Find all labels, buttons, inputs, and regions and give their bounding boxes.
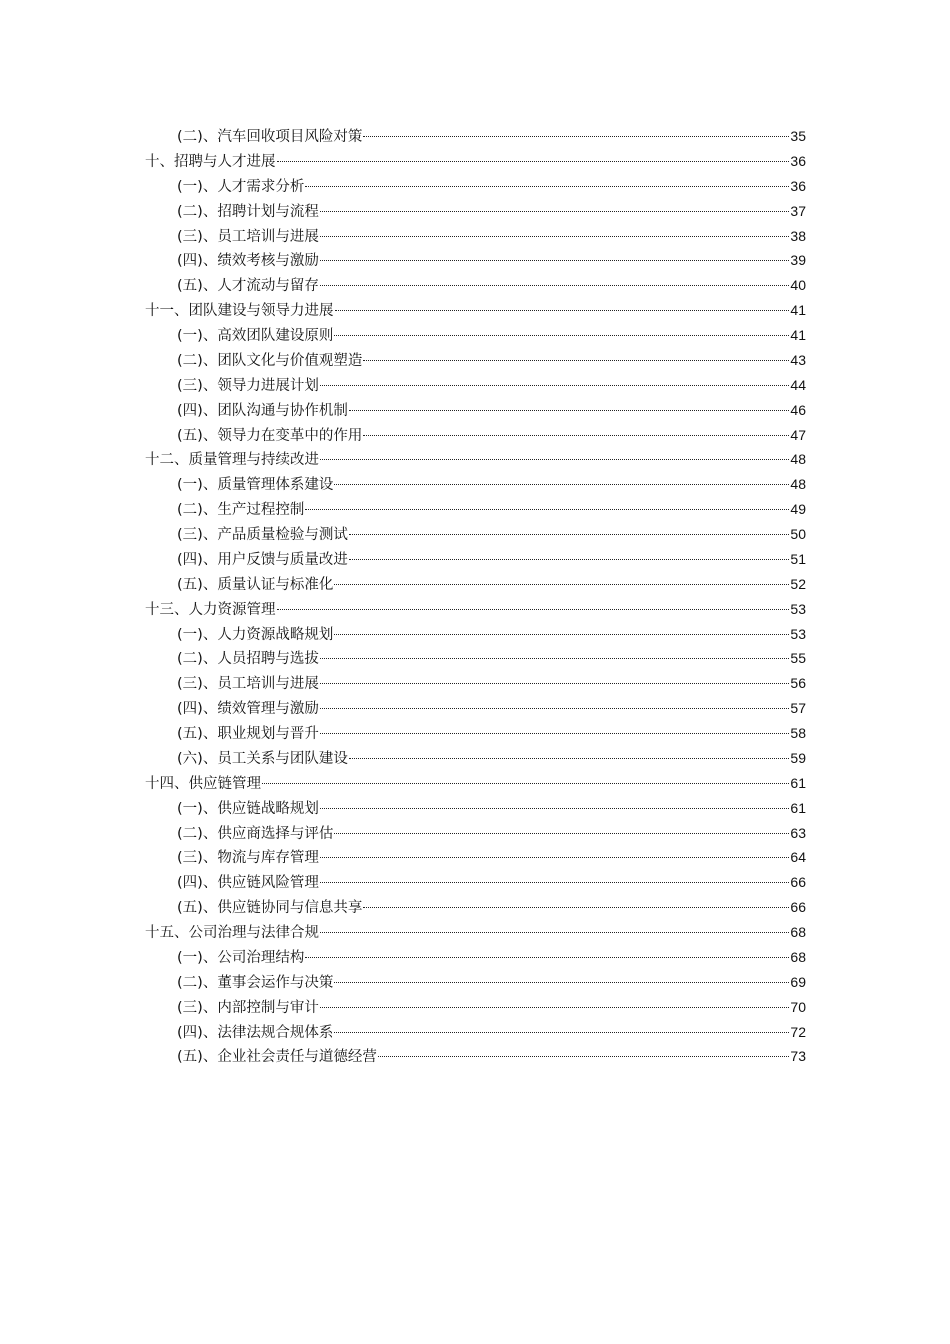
toc-entry-title: (四)、法律法规合规体系 [177, 1024, 334, 1041]
toc-entry-page-number: 41 [790, 302, 806, 319]
dot-leader [320, 385, 790, 386]
toc-entry-title: (三)、员工培训与进展 [177, 228, 319, 245]
toc-section-entry[interactable] [145, 323, 806, 348]
toc-entry-title: (五)、企业社会责任与道德经营 [177, 1049, 377, 1066]
dot-leader [334, 484, 789, 485]
toc-entry-title: (四)、用户反馈与质量改进 [177, 551, 348, 568]
dot-leader [305, 957, 789, 958]
toc-entry-page-number: 36 [790, 177, 806, 194]
toc-section-entry[interactable] [145, 721, 806, 746]
toc-section-entry[interactable] [145, 895, 806, 920]
dot-leader [335, 310, 790, 311]
dot-leader [320, 733, 790, 734]
dot-leader [320, 932, 789, 933]
toc-entry-page-number: 43 [790, 351, 806, 368]
toc-section-entry[interactable] [145, 796, 806, 821]
toc-entry-title: (五)、职业规划与晋升 [177, 726, 319, 742]
toc-section-entry[interactable] [145, 398, 806, 423]
dot-leader [334, 1032, 789, 1033]
toc-section-entry[interactable] [145, 1044, 806, 1069]
toc-chapter-entry[interactable] [145, 149, 806, 174]
toc-entry-title: 十、招聘与人才进展 [145, 153, 276, 170]
dot-leader [349, 559, 790, 560]
toc-section-entry[interactable] [145, 522, 806, 547]
dot-leader [320, 708, 790, 709]
toc-chapter-entry[interactable] [145, 447, 806, 472]
dot-leader [262, 783, 789, 784]
toc-entry-title: (四)、绩效考核与激励 [177, 253, 319, 270]
dot-leader [320, 857, 790, 858]
toc-entry-title: (四)、团队沟通与协作机制 [177, 402, 348, 419]
toc-entry-title: (一)、质量管理体系建设 [177, 477, 334, 494]
toc-section-entry[interactable] [145, 472, 806, 497]
dot-leader [378, 1056, 790, 1057]
dot-leader [320, 683, 790, 684]
toc-entry-title: (一)、高效团队建设原则 [177, 328, 334, 344]
toc-entry-title: (五)、人才流动与留存 [177, 278, 319, 295]
toc-entry-page-number: 68 [790, 924, 806, 940]
toc-entry-title: 十一、团队建设与领导力进展 [145, 303, 334, 320]
toc-entry-page-number: 59 [790, 749, 806, 766]
toc-entry-title: 十四、供应链管理 [145, 775, 261, 792]
dot-leader [320, 260, 790, 261]
toc-entry-page-number: 48 [790, 451, 806, 468]
toc-entry-page-number: 70 [790, 998, 806, 1015]
dot-leader [363, 360, 789, 361]
toc-chapter-entry[interactable] [145, 597, 806, 622]
dot-leader [334, 833, 789, 834]
toc-entry-page-number: 36 [790, 152, 806, 169]
toc-entry-title: 十二、质量管理与持续改进 [145, 452, 319, 469]
toc-entry-page-number: 46 [790, 401, 806, 418]
toc-section-entry[interactable] [145, 273, 806, 298]
toc-section-entry[interactable] [145, 224, 806, 249]
toc-section-entry[interactable] [145, 746, 806, 771]
dot-leader [334, 982, 789, 983]
toc-chapter-entry[interactable] [145, 298, 806, 323]
toc-entry-page-number: 39 [790, 252, 806, 269]
toc-entry-title: (三)、领导力进展计划 [177, 377, 319, 394]
table-of-contents [145, 124, 806, 1069]
toc-entry-title: 十五、公司治理与法律合规 [145, 925, 319, 941]
toc-section-entry[interactable] [145, 646, 806, 671]
dot-leader [320, 1007, 790, 1008]
toc-entry-page-number: 55 [790, 650, 806, 667]
dot-leader [305, 509, 789, 510]
toc-entry-title: (二)、生产过程控制 [177, 502, 305, 519]
dot-leader [320, 882, 790, 883]
toc-entry-page-number: 63 [790, 824, 806, 841]
toc-entry-page-number: 72 [790, 1023, 806, 1040]
dot-leader [305, 186, 789, 187]
toc-section-entry[interactable] [145, 821, 806, 846]
toc-entry-page-number: 57 [790, 700, 806, 717]
toc-entry-page-number: 68 [790, 948, 806, 965]
toc-entry-title: (二)、人员招聘与选拔 [177, 651, 319, 668]
toc-entry-title: (四)、供应链风险管理 [177, 875, 319, 892]
dot-leader [277, 609, 790, 610]
toc-entry-page-number: 58 [790, 725, 806, 741]
dot-leader [349, 534, 790, 535]
toc-chapter-entry[interactable] [145, 920, 806, 945]
toc-entry-page-number: 61 [790, 799, 806, 816]
toc-entry-title: (一)、供应链战略规划 [177, 800, 319, 817]
toc-entry-title: (二)、供应商选择与评估 [177, 825, 334, 842]
dot-leader [320, 658, 790, 659]
dot-leader [349, 410, 790, 411]
toc-entry-page-number: 47 [790, 426, 806, 443]
dot-leader [320, 808, 790, 809]
toc-entry-page-number: 52 [790, 575, 806, 592]
toc-entry-title: (三)、产品质量检验与测试 [177, 527, 348, 543]
toc-entry-page-number: 37 [790, 202, 806, 219]
toc-entry-title: (五)、质量认证与标准化 [177, 576, 334, 593]
toc-section-entry[interactable] [145, 174, 806, 199]
dot-leader [349, 758, 790, 759]
toc-entry-title: (二)、团队文化与价值观塑造 [177, 352, 363, 369]
toc-entry-title: (五)、供应链协同与信息共享 [177, 900, 363, 917]
toc-section-entry[interactable] [145, 970, 806, 995]
toc-section-entry[interactable] [145, 348, 806, 373]
dot-leader [334, 335, 789, 336]
toc-entry-page-number: 51 [790, 550, 806, 567]
toc-entry-title: (三)、员工培训与进展 [177, 676, 319, 693]
toc-entry-page-number: 48 [790, 476, 806, 493]
dot-leader [277, 161, 790, 162]
toc-section-entry[interactable] [145, 248, 806, 273]
toc-section-entry[interactable] [145, 199, 806, 224]
toc-section-entry[interactable] [145, 497, 806, 522]
toc-section-entry[interactable] [145, 995, 806, 1020]
toc-entry-title: 十三、人力资源管理 [145, 601, 276, 618]
toc-section-entry[interactable] [145, 1020, 806, 1045]
toc-entry-page-number: 61 [790, 774, 806, 791]
toc-section-entry[interactable] [145, 622, 806, 647]
toc-section-entry[interactable] [145, 945, 806, 970]
dot-leader [363, 435, 789, 436]
toc-entry-page-number: 56 [790, 675, 806, 692]
toc-entry-page-number: 38 [790, 227, 806, 244]
dot-leader [320, 459, 789, 460]
toc-entry-page-number: 66 [790, 899, 806, 916]
toc-entry-title: (一)、人才需求分析 [177, 178, 305, 195]
toc-entry-title: (一)、公司治理结构 [177, 949, 305, 966]
toc-entry-page-number: 35 [790, 128, 806, 144]
toc-entry-page-number: 41 [790, 327, 806, 343]
toc-entry-page-number: 64 [790, 849, 806, 866]
toc-entry-page-number: 66 [790, 874, 806, 891]
toc-section-entry[interactable] [145, 124, 806, 149]
toc-entry-page-number: 53 [790, 600, 806, 617]
dot-leader [320, 236, 790, 237]
toc-section-entry[interactable] [145, 572, 806, 597]
dot-leader [320, 285, 790, 286]
toc-entry-page-number: 50 [790, 526, 806, 542]
toc-section-entry[interactable] [145, 373, 806, 398]
toc-entry-title: (三)、物流与库存管理 [177, 850, 319, 867]
toc-entry-page-number: 44 [790, 376, 806, 393]
dot-leader [334, 584, 789, 585]
toc-entry-title: (一)、人力资源战略规划 [177, 626, 334, 643]
toc-entry-page-number: 73 [790, 1048, 806, 1065]
toc-section-entry[interactable] [145, 671, 806, 696]
toc-section-entry[interactable] [145, 423, 806, 448]
toc-entry-page-number: 40 [790, 277, 806, 294]
dot-leader [334, 634, 789, 635]
toc-section-entry[interactable] [145, 845, 806, 870]
toc-entry-title: (五)、领导力在变革中的作用 [177, 427, 363, 444]
toc-entry-page-number: 53 [790, 625, 806, 642]
toc-entry-title: (二)、董事会运作与决策 [177, 974, 334, 991]
toc-entry-page-number: 69 [790, 973, 806, 990]
toc-entry-title: (二)、汽车回收项目风险对策 [177, 129, 363, 145]
toc-entry-title: (四)、绩效管理与激励 [177, 701, 319, 718]
dot-leader [363, 136, 789, 137]
toc-section-entry[interactable] [145, 696, 806, 721]
toc-entry-page-number: 49 [790, 501, 806, 518]
dot-leader [363, 907, 789, 908]
toc-section-entry[interactable] [145, 870, 806, 895]
toc-chapter-entry[interactable] [145, 771, 806, 796]
toc-entry-title: (二)、招聘计划与流程 [177, 203, 319, 220]
toc-entry-title: (六)、员工关系与团队建设 [177, 750, 348, 767]
toc-section-entry[interactable] [145, 547, 806, 572]
dot-leader [320, 211, 790, 212]
toc-entry-title: (三)、内部控制与审计 [177, 999, 319, 1016]
